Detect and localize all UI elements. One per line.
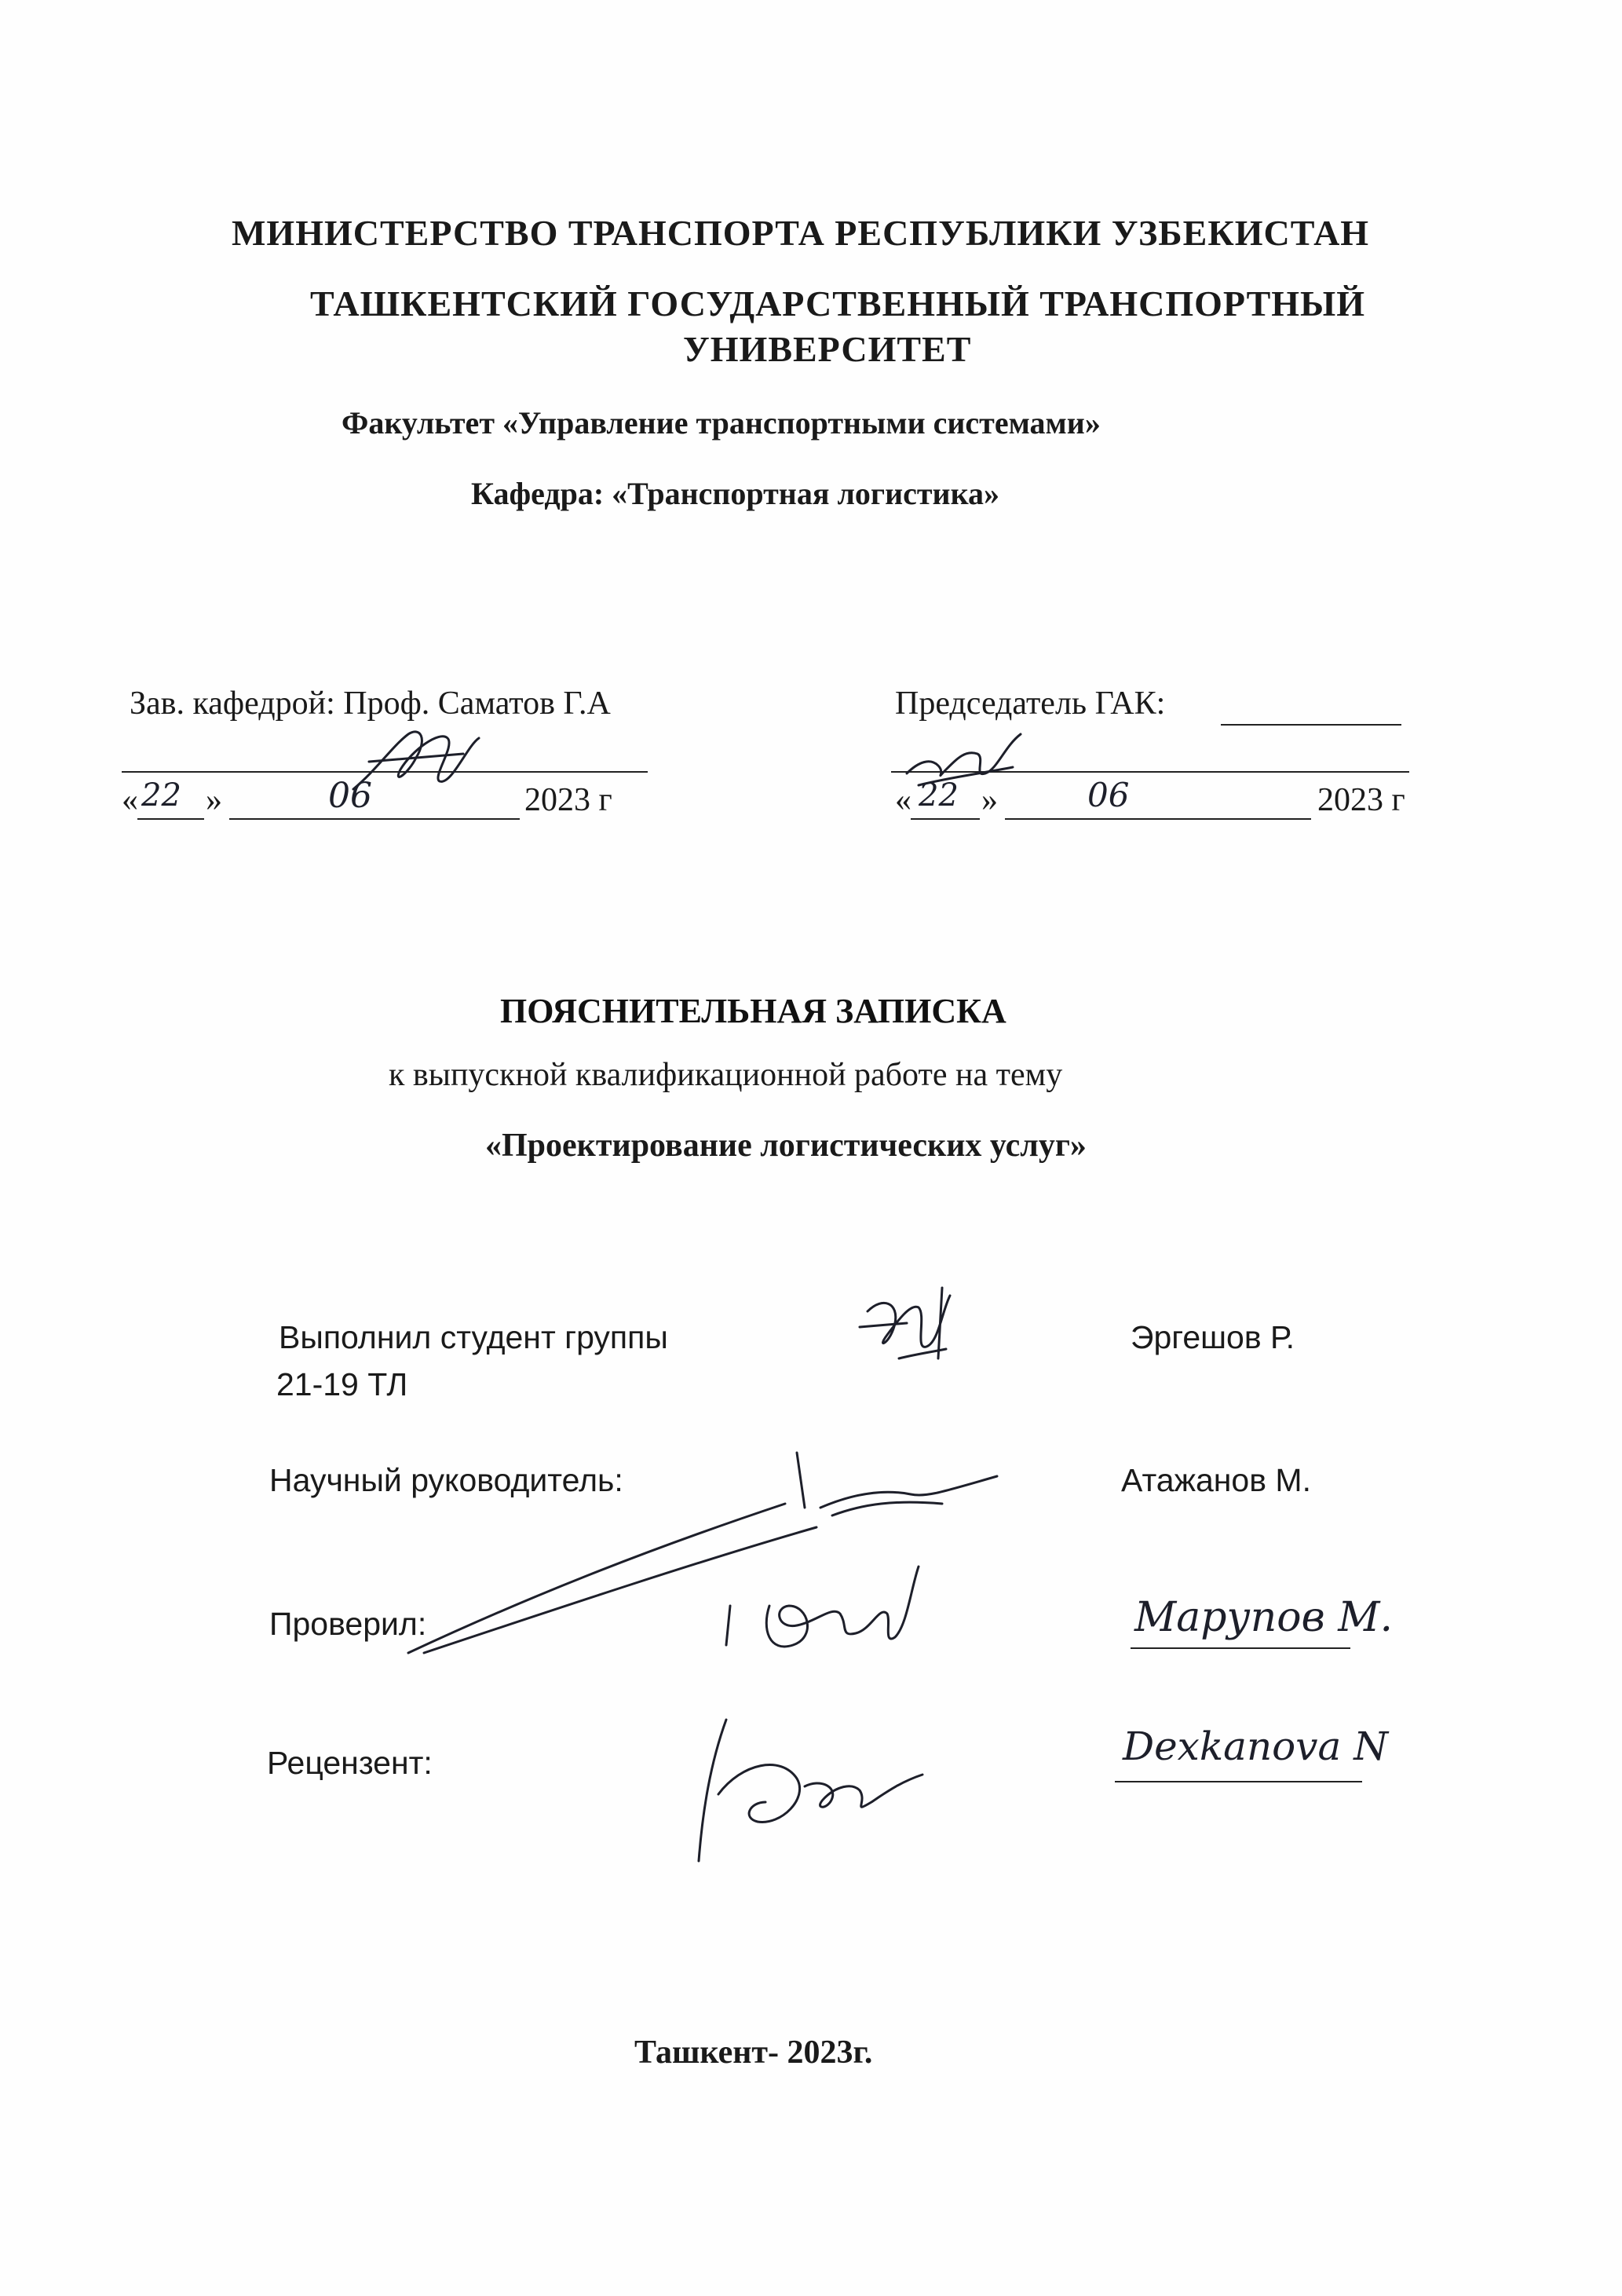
footer-city-year: Ташкент- 2023г. xyxy=(634,2035,873,2071)
head-date-day: 22 xyxy=(141,777,181,813)
head-of-department-label: Зав. кафедрой: Проф. Саматов Г.А xyxy=(130,686,611,722)
gak-date-month: 06 xyxy=(1087,776,1130,814)
head-date-close: » xyxy=(206,782,222,818)
head-date-year: 2023 г xyxy=(524,782,612,818)
supervisor-label: Научный руководитель: xyxy=(269,1462,623,1498)
student-signature xyxy=(852,1280,970,1374)
checker-label: Проверил: xyxy=(269,1606,427,1642)
student-label: Выполнил студент группы xyxy=(279,1319,668,1355)
gak-chairman-label: Председатель ГАК: xyxy=(895,686,1166,722)
reviewer-name-underline xyxy=(1115,1781,1362,1782)
gak-date-open: « xyxy=(895,782,911,818)
head-date-day-underline xyxy=(137,818,204,820)
reviewer-label: Рецензент: xyxy=(267,1745,433,1781)
head-date-month: 06 xyxy=(328,776,372,816)
university-heading-line2: УНИВЕРСИТЕТ xyxy=(683,329,972,369)
gak-date-year: 2023 г xyxy=(1317,782,1405,818)
gak-date-month-underline xyxy=(1005,818,1311,820)
supervisor-name: Атажанов М. xyxy=(1121,1462,1311,1498)
gak-date-close: » xyxy=(981,782,998,818)
university-heading-line1: ТАШКЕНТСКИЙ ГОСУДАРСТВЕННЫЙ ТРАНСПОРТНЫЙ xyxy=(310,283,1365,324)
student-name: Эргешов Р. xyxy=(1131,1319,1295,1355)
reviewer-name: Dexkanova N xyxy=(1123,1724,1388,1769)
gak-date-day-underline xyxy=(911,818,980,820)
ministry-heading: МИНИСТЕРСТВО ТРАНСПОРТА РЕСПУБЛИКИ УЗБЕКИСТАН xyxy=(232,213,1370,253)
gak-name-line xyxy=(1221,724,1401,726)
checker-signature xyxy=(722,1559,926,1669)
gak-date-day: 22 xyxy=(919,777,959,813)
head-date-month-underline xyxy=(229,818,520,820)
document-title: ПОЯСНИТЕЛЬНАЯ ЗАПИСКА xyxy=(500,992,1006,1030)
department-line: Кафедра: «Транспортная логистика» xyxy=(471,476,1000,511)
student-group: 21-19 ТЛ xyxy=(276,1366,408,1402)
faculty-line: Факультет «Управление транспортными системами» xyxy=(342,405,1101,441)
reviewer-signature xyxy=(695,1716,930,1873)
checker-name: Марупов М. xyxy=(1134,1594,1394,1641)
head-date-open: « xyxy=(122,782,138,818)
document-subtitle: к выпускной квалификационной работе на тему xyxy=(389,1057,1063,1093)
checker-name-underline xyxy=(1131,1647,1350,1649)
thesis-topic: «Проектирование логистических услуг» xyxy=(485,1128,1087,1164)
